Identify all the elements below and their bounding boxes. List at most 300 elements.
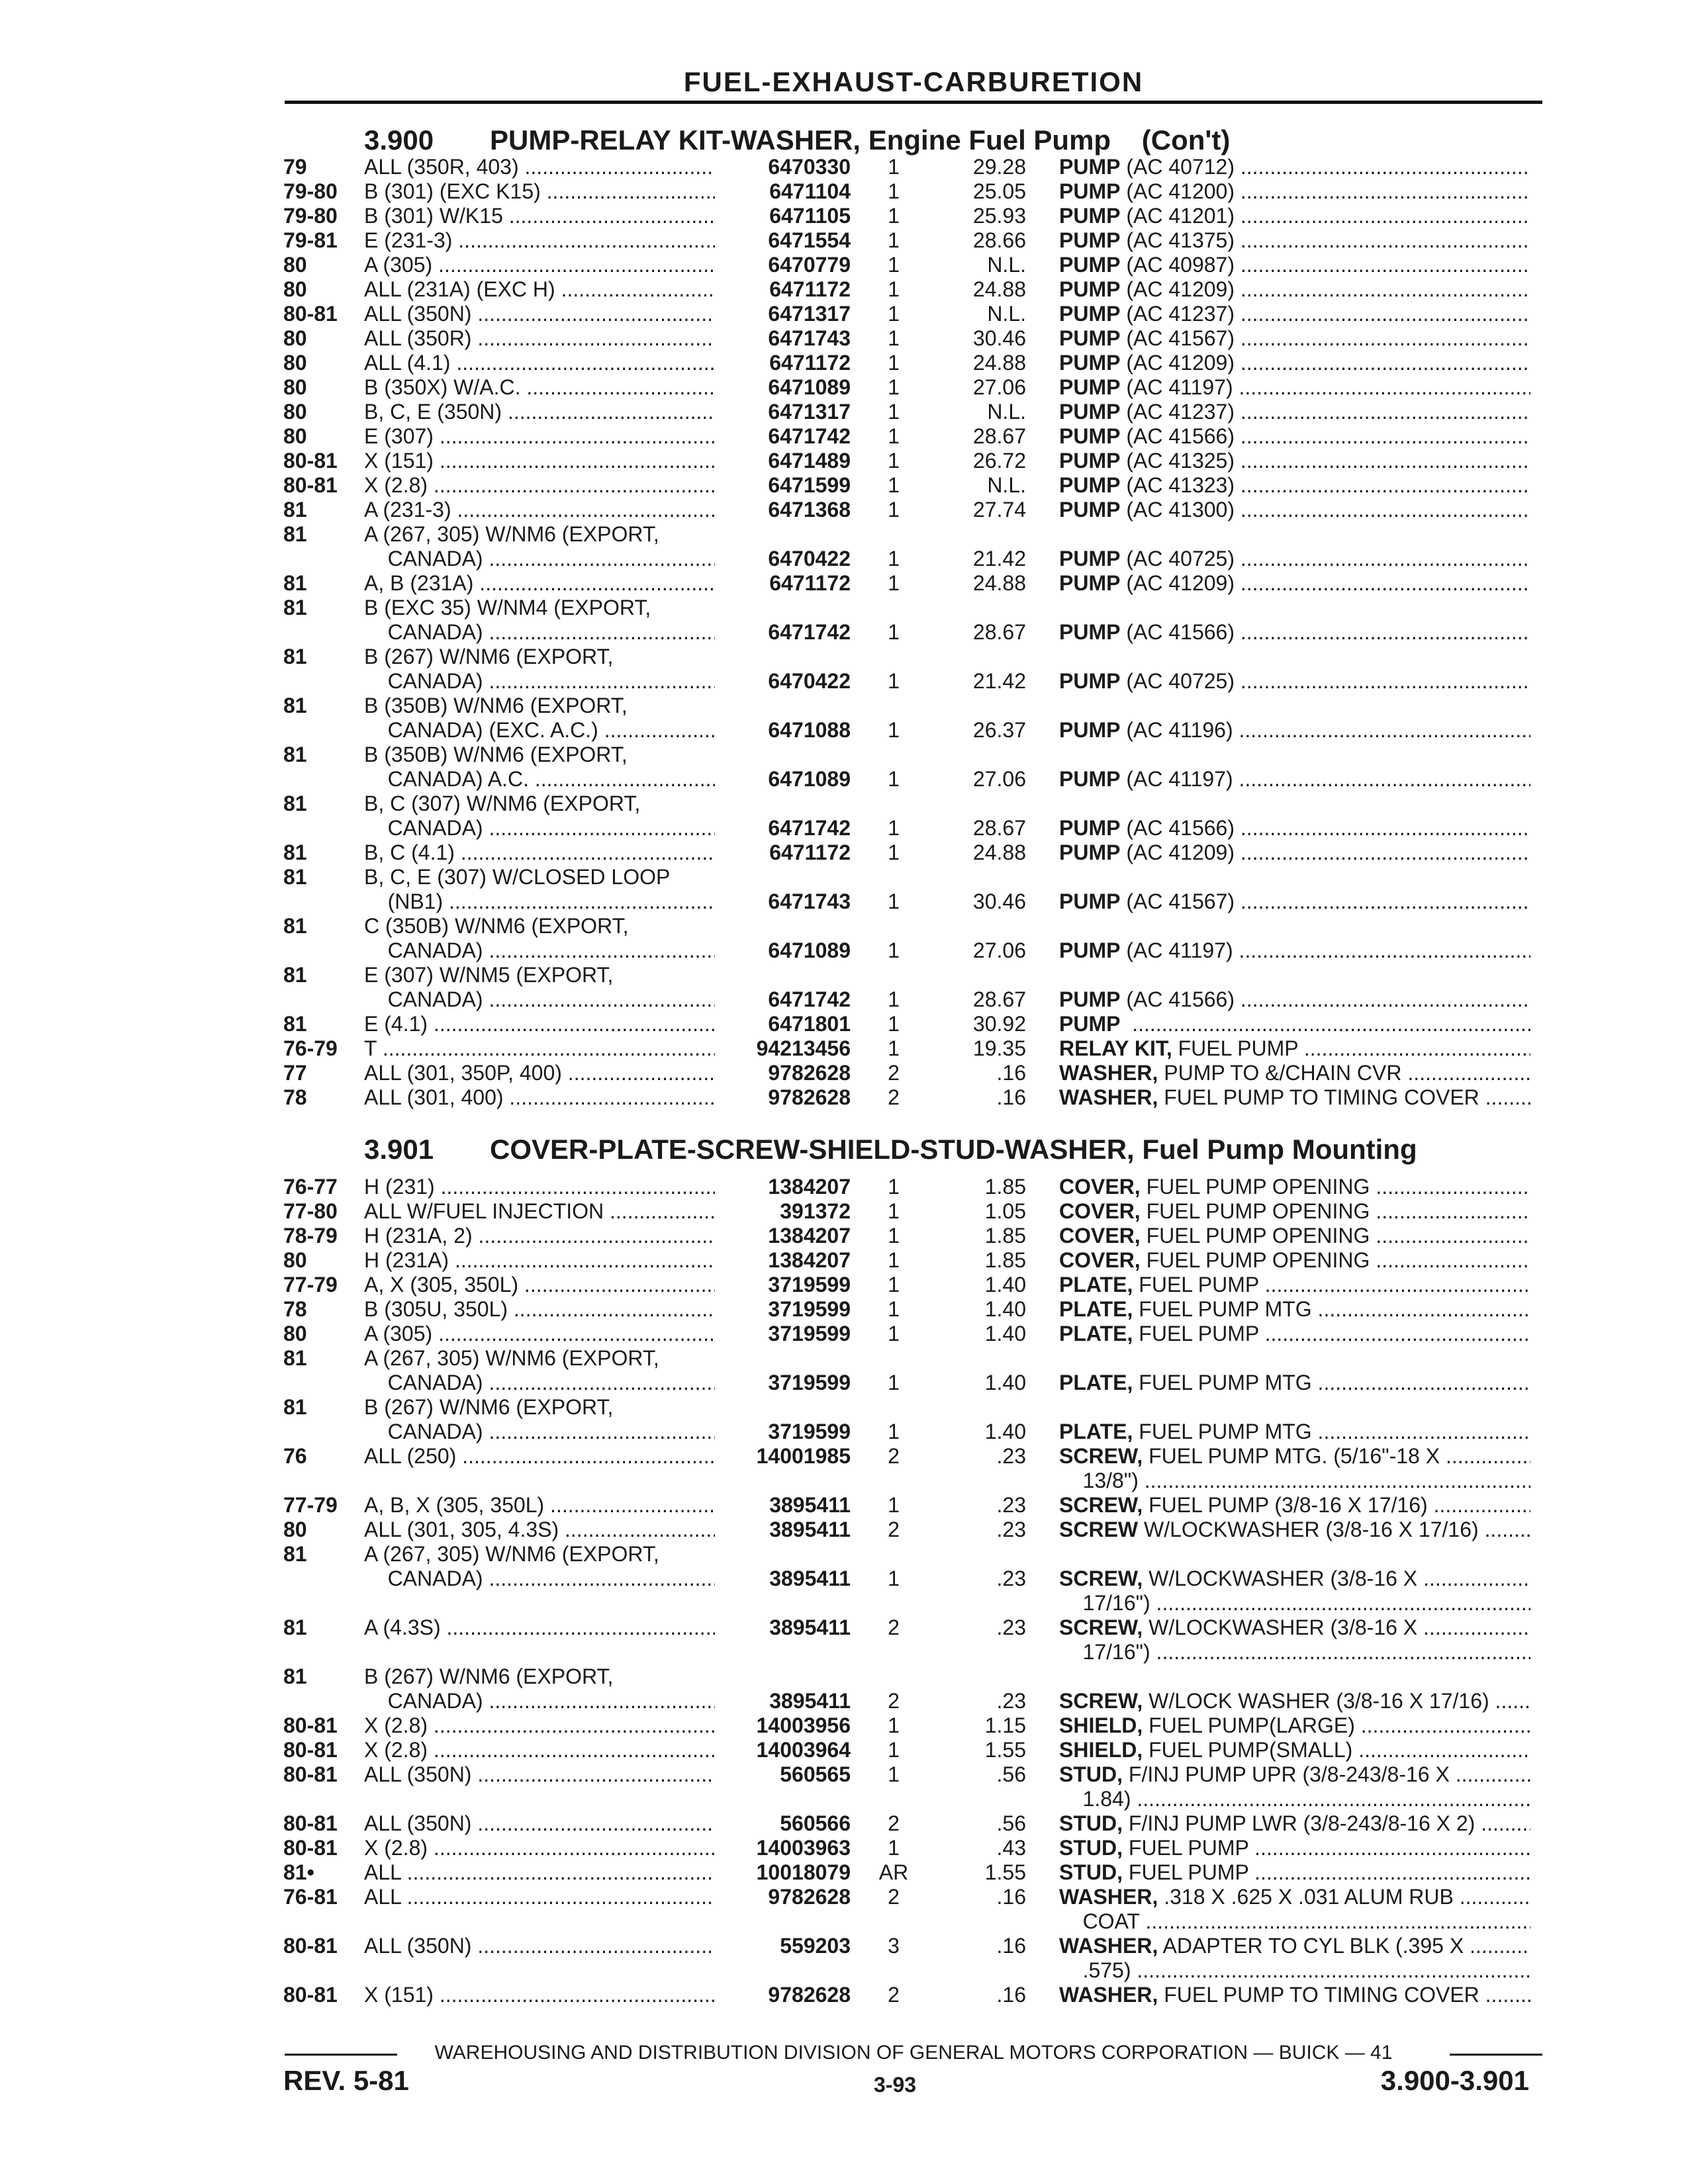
description-cell [1059,1885,1530,1909]
application-cell: E (231-3) ..... [364,228,715,253]
description-keyword: PUMP [1059,253,1121,277]
year-cell: 80 [283,277,307,301]
year-cell: 79-80 [283,179,338,203]
application-cell: A (4.3S) ..... [364,1615,715,1640]
price-cell: 24.88 [972,351,1026,375]
description-cell [1059,1958,1530,1983]
price-cell: 28.67 [972,987,1026,1011]
price-cell: 1.85 [984,1224,1026,1248]
description-text: FUEL PUMP TO TIMING COVER [1164,1983,1479,2007]
application-cell: B (301) (EXC K15) ..... [364,179,715,204]
part-number-cell: 6470779 [768,253,851,277]
quantity-cell: 1 [888,1175,900,1199]
header-rule [285,101,1542,104]
application-cell: ALL (350N) ..... [364,302,715,326]
quantity-cell: 1 [888,326,900,350]
price-cell: 1.40 [984,1322,1026,1345]
application-cell: ALL (350R) ..... [364,326,715,351]
description-text: (AC 41566) [1126,816,1235,840]
description-cell [1059,1518,1530,1542]
description-text: 17/16") [1064,1640,1150,1664]
quantity-cell: 1 [888,1199,900,1223]
quantity-cell: 1 [888,1420,900,1443]
description-cell [1059,1738,1530,1762]
description-text: FUEL PUMP OPENING [1146,1248,1370,1272]
quantity-cell: 1 [888,938,900,962]
description-cell [1059,1273,1530,1297]
description-keyword: COVER, [1059,1248,1141,1272]
application-cell: ALL ..... [364,1860,715,1885]
description-keyword: COVER, [1059,1175,1141,1199]
description-text: (AC 41197) [1126,375,1233,399]
description-keyword: SCREW, [1059,1615,1143,1639]
description-text: ADAPTER TO CYL BLK (.395 X [1162,1934,1464,1958]
description-keyword: PUMP [1059,326,1121,350]
price-cell: 27.06 [972,767,1026,791]
description-text: W/LOCKWASHER (3/8-16 X [1149,1615,1418,1639]
description-cell [1059,1640,1530,1664]
quantity-cell: 1 [888,228,900,252]
year-cell: 80 [283,375,307,399]
description-cell [1059,1420,1530,1444]
description-keyword: PUMP [1059,889,1121,913]
description-text: (AC 41567) [1126,326,1235,350]
part-number-cell: 6471088 [768,718,851,742]
quantity-cell: 1 [888,277,900,301]
description-cell [1059,1836,1530,1860]
quantity-cell: 2 [888,1615,900,1639]
year-cell: 80-81 [283,1762,338,1786]
application-cell: B (EXC 35) W/NM4 (EXPORT, [364,596,651,619]
description-keyword: PUMP [1059,473,1121,497]
application-cell: H (231A, 2) ..... [364,1224,715,1248]
description-cell [1059,620,1530,645]
price-cell: 28.66 [972,228,1026,252]
part-number-cell: 6471089 [768,767,851,791]
application-cell: C (350B) W/NM6 (EXPORT, [364,914,629,938]
year-cell: 80 [283,1518,307,1541]
quantity-cell: 1 [888,987,900,1011]
year-cell: 81 [283,694,307,717]
description-cell [1059,1297,1530,1322]
description-text: FUEL PUMP (3/8-16 X 17/16) [1149,1493,1428,1517]
description-keyword: WASHER, [1059,1983,1158,2007]
part-number-cell: 6471172 [769,841,851,864]
description-text: 17/16") [1064,1591,1150,1615]
application-cell: ALL (301, 350P, 400) ..... [364,1061,715,1085]
part-number-cell: 3895411 [769,1518,851,1541]
description-keyword: PUMP [1059,767,1121,791]
application-cell: CANADA) A.C. ..... [364,767,715,792]
description-keyword: PUMP [1059,718,1121,742]
description-keyword: RELAY KIT, [1059,1036,1172,1060]
application-cell: A, B (231A) ..... [364,571,715,596]
description-keyword: COVER, [1059,1224,1141,1248]
description-cell [1059,1811,1530,1836]
year-cell: 77-79 [283,1493,338,1517]
description-text: (AC 41567) [1126,889,1235,913]
description-text: (AC 41209) [1126,277,1235,301]
part-number-cell: 1384207 [768,1224,851,1248]
application-cell: A (231-3) ..... [364,498,715,522]
description-keyword: PUMP [1059,620,1121,644]
description-keyword: PUMP [1059,449,1121,473]
application-cell: H (231A) ..... [364,1248,715,1273]
application-cell: H (231) ..... [364,1175,715,1199]
quantity-cell: 1 [888,571,900,595]
description-cell [1059,596,1530,620]
description-text: (AC 41237) [1126,302,1235,326]
year-cell: 77 [283,1061,307,1085]
description-keyword: PUMP [1059,571,1121,595]
part-number-cell: 6471089 [768,375,851,399]
year-cell: 81 [283,865,307,889]
description-cell [1059,1934,1530,1958]
description-cell [1059,473,1530,498]
quantity-cell: 2 [888,1885,900,1909]
description-keyword: STUD, [1059,1836,1123,1860]
application-cell: ALL (350N) ..... [364,1934,715,1958]
part-number-cell: 391372 [780,1199,851,1223]
description-keyword: PUMP [1059,204,1121,228]
quantity-cell: 2 [888,1983,900,2007]
quantity-cell: 1 [888,620,900,644]
description-text: COAT [1064,1909,1140,1933]
quantity-cell: 3 [888,1934,900,1958]
price-cell: 1.40 [984,1273,1026,1297]
description-text: (AC 40725) [1126,547,1235,570]
part-number-cell: 6471172 [769,571,851,595]
description-cell [1059,498,1530,522]
description-cell [1059,204,1530,228]
part-number-cell: 6471489 [768,449,851,473]
description-cell [1059,767,1530,792]
quantity-cell: 1 [888,1248,900,1272]
description-text: F/INJ PUMP LWR (3/8-243/8-16 X 2) [1128,1811,1476,1835]
application-cell: ALL (350R, 403) ..... [364,155,715,179]
quantity-cell: 1 [888,1322,900,1345]
application-cell: X (2.8) ..... [364,473,715,498]
description-text: 13/8") [1064,1469,1139,1492]
description-text: (AC 41325) [1126,449,1235,473]
application-cell: ALL (301, 400) ..... [364,1085,715,1110]
year-cell: 81 [283,1542,307,1566]
description-text: FUEL PUMP [1139,1322,1259,1345]
description-cell [1059,547,1530,571]
application-cell: A, B, X (305, 350L) ..... [364,1493,715,1518]
description-cell [1059,1036,1530,1061]
price-cell: 24.88 [972,277,1026,301]
quantity-cell: 1 [888,253,900,277]
application-cell: ALL (231A) (EXC H) ..... [364,277,715,302]
description-text: (AC 41323) [1126,473,1235,497]
application-cell: X (2.8) ..... [364,1738,715,1762]
year-cell: 80-81 [283,1983,338,2007]
price-cell: 1.05 [984,1199,1026,1223]
application-cell: CANADA) ..... [364,669,715,694]
description-cell [1059,1493,1530,1518]
price-cell: .56 [996,1762,1026,1786]
application-cell: ALL (4.1) ..... [364,351,715,375]
description-cell [1059,963,1530,987]
description-text: FUEL PUMP OPENING [1146,1199,1370,1223]
application-cell: CANADA) ..... [364,987,715,1012]
quantity-cell: 1 [888,816,900,840]
description-text: FUEL PUMP TO TIMING COVER [1164,1085,1479,1109]
description-text: (AC 41197) [1126,938,1233,962]
part-number-cell: 560566 [780,1811,851,1835]
description-keyword: WASHER, [1059,1885,1158,1909]
description-text: FUEL PUMP [1139,1273,1259,1297]
application-cell: ALL (350N) ..... [364,1762,715,1787]
description-text: FUEL PUMP MTG [1139,1420,1312,1443]
price-cell: 24.88 [972,841,1026,864]
year-cell: 80 [283,1248,307,1272]
application-cell: ALL (350N) ..... [364,1811,715,1836]
price-cell: .23 [996,1518,1026,1541]
part-number-cell: 6470330 [768,155,851,179]
description-cell [1059,889,1530,914]
price-cell: 30.92 [972,1012,1026,1036]
description-keyword: PUMP [1059,938,1121,962]
description-text: (AC 41200) [1126,179,1235,203]
part-number-cell: 14001985 [756,1444,851,1468]
application-cell: ALL (301, 305, 4.3S) ..... [364,1518,715,1542]
description-keyword: PUMP [1059,375,1121,399]
description-cell [1059,1012,1530,1036]
description-cell [1059,938,1530,963]
part-number-cell: 6471801 [768,1012,851,1036]
year-cell: 76-81 [283,1885,338,1909]
description-keyword: SCREW, [1059,1493,1143,1517]
description-keyword: PUMP [1059,816,1121,840]
part-number-cell: 14003956 [756,1713,851,1737]
description-keyword: PUMP [1059,1012,1121,1036]
application-cell: X (2.8) ..... [364,1836,715,1860]
price-cell: .16 [996,1885,1026,1909]
description-cell [1059,816,1530,841]
price-cell: 1.15 [984,1713,1026,1737]
description-text: (AC 40987) [1126,253,1235,277]
description-text: (AC 41196) [1126,718,1233,742]
price-cell: 1.55 [984,1860,1026,1884]
description-keyword: PUMP [1059,669,1121,693]
quantity-cell: 1 [888,400,900,424]
quantity-cell: 1 [888,1224,900,1248]
part-number-cell: 6471317 [768,302,851,326]
quantity-cell: 2 [888,1085,900,1109]
description-keyword: PUMP [1059,400,1121,424]
part-number-cell: 6470422 [768,547,851,570]
year-cell: 80-81 [283,302,338,326]
description-keyword: PUMP [1059,987,1121,1011]
part-number-cell: 6471742 [768,620,851,644]
year-cell: 80-81 [283,1836,338,1860]
description-keyword: PUMP [1059,228,1121,252]
description-text: PUMP TO &/CHAIN CVR [1164,1061,1402,1085]
quantity-cell: 2 [888,1689,900,1713]
year-cell: 80-81 [283,1811,338,1835]
application-cell: B, C, E (307) W/CLOSED LOOP [364,865,671,889]
section-range: 3.900-3.901 [1380,2065,1529,2096]
quantity-cell: 1 [888,1493,900,1517]
year-cell: 80 [283,351,307,375]
year-cell: 81 [283,743,307,766]
year-cell: 78-79 [283,1224,338,1248]
description-keyword: WASHER, [1059,1934,1158,1958]
description-text: FUEL PUMP OPENING [1146,1224,1370,1248]
price-cell: 1.40 [984,1371,1026,1394]
quantity-cell: 1 [888,1273,900,1297]
description-cell [1059,1615,1530,1640]
part-number-cell: 6471743 [768,889,851,913]
year-cell: 80 [283,326,307,350]
description-keyword: PLATE, [1059,1273,1133,1297]
footer-division: WAREHOUSING AND DISTRIBUTION DIVISION OF GENERAL MOTORS CORPORATION — BUICK — 41 [285,2042,1542,2064]
price-cell: N.L. [987,473,1026,497]
quantity-cell: 1 [888,1012,900,1036]
description-keyword: SHIELD, [1059,1713,1143,1737]
part-number-cell: 6471368 [768,498,851,522]
year-cell: 81 [283,1346,307,1370]
quantity-cell: 1 [888,1371,900,1394]
description-keyword: PUMP [1059,277,1121,301]
description-cell [1059,326,1530,351]
year-cell: 81 [283,645,307,668]
description-text: FUEL PUMP MTG [1139,1371,1312,1394]
description-cell [1059,522,1530,547]
price-cell: 28.67 [972,620,1026,644]
description-cell [1059,1664,1530,1689]
application-cell: E (4.1) ..... [364,1012,715,1036]
description-keyword: PUMP [1059,498,1121,522]
year-cell: 79-80 [283,204,338,228]
year-cell: 80 [283,1322,307,1345]
description-text: FUEL PUMP(LARGE) [1149,1713,1355,1737]
application-cell: CANADA) ..... [364,816,715,841]
description-keyword: PUMP [1059,155,1121,179]
application-cell: CANADA) ..... [364,1420,715,1444]
year-cell: 81 [283,1664,307,1688]
price-cell: .16 [996,1983,1026,2007]
description-cell [1059,1224,1530,1248]
description-text: FUEL PUMP [1128,1836,1249,1860]
part-number-cell: 9782628 [768,1885,851,1909]
year-cell: 78 [283,1085,307,1109]
price-cell: 30.46 [972,326,1026,350]
price-cell: N.L. [987,302,1026,326]
description-text: (AC 41566) [1126,620,1235,644]
year-cell: 79-81 [283,228,338,252]
price-cell: 19.35 [972,1036,1026,1060]
description-text: (AC 41300) [1126,498,1235,522]
description-cell [1059,1542,1530,1567]
description-cell [1059,1371,1530,1395]
application-cell: B (305U, 350L) ..... [364,1297,715,1322]
description-keyword: PUMP [1059,841,1121,864]
quantity-cell: 2 [888,1811,900,1835]
part-number-cell: 10018079 [756,1860,851,1884]
description-keyword: PUMP [1059,302,1121,326]
description-keyword: WASHER, [1059,1085,1158,1109]
description-cell [1059,1061,1530,1085]
description-cell [1059,1787,1530,1811]
description-text: W/LOCKWASHER (3/8-16 X 17/16) [1144,1518,1479,1541]
application-cell: CANADA) ..... [364,1371,715,1395]
quantity-cell: 2 [888,1518,900,1541]
section-title: COVER-PLATE-SCREW-SHIELD-STUD-WASHER, Fuel Pump Mounting [490,1134,1417,1165]
part-number-cell: 94213456 [756,1036,851,1060]
part-number-cell: 6471105 [769,204,851,228]
description-keyword: STUD, [1059,1860,1123,1884]
year-cell: 77-79 [283,1273,338,1297]
year-cell: 76 [283,1444,307,1468]
year-cell: 81 [283,498,307,522]
price-cell: .23 [996,1493,1026,1517]
description-cell [1059,669,1530,694]
quantity-cell: 1 [888,841,900,864]
quantity-cell: 1 [888,179,900,203]
price-cell: 29.28 [972,155,1026,179]
price-cell: .16 [996,1934,1026,1958]
application-cell: B (301) W/K15 ..... [364,204,715,228]
part-number-cell: 3719599 [768,1420,851,1443]
description-cell [1059,179,1530,204]
description-text: FUEL PUMP OPENING [1146,1175,1370,1199]
description-text: W/LOCKWASHER (3/8-16 X [1149,1567,1418,1590]
quantity-cell: 1 [888,669,900,693]
description-cell [1059,1762,1530,1787]
description-keyword: SCREW, [1059,1444,1143,1468]
year-cell: 81• [283,1860,314,1884]
application-cell: B (350B) W/NM6 (EXPORT, [364,743,628,766]
price-cell: 26.37 [972,718,1026,742]
quantity-cell: 1 [888,1036,900,1060]
year-cell: 78 [283,1297,307,1321]
price-cell: 21.42 [972,669,1026,693]
quantity-cell: 1 [888,351,900,375]
description-cell [1059,1591,1530,1615]
description-text: (AC 41237) [1126,400,1235,424]
part-number-cell: 3719599 [768,1371,851,1394]
description-text: (AC 41566) [1126,987,1235,1011]
description-cell [1059,302,1530,326]
quantity-cell: 1 [888,375,900,399]
description-keyword: PLATE, [1059,1371,1133,1394]
description-cell [1059,1085,1530,1110]
description-cell [1059,449,1530,473]
description-keyword: STUD, [1059,1811,1123,1835]
price-cell: 27.06 [972,938,1026,962]
quantity-cell: 1 [888,155,900,179]
application-cell: A (267, 305) W/NM6 (EXPORT, [364,522,659,546]
description-text: FUEL PUMP [1178,1036,1298,1060]
part-number-cell: 9782628 [768,1983,851,2007]
part-number-cell: 6471742 [768,816,851,840]
description-cell [1059,792,1530,816]
description-text: (AC 41209) [1126,351,1235,375]
application-cell: ALL (250) ..... [364,1444,715,1469]
quantity-cell: AR [878,1860,909,1884]
part-number-cell: 3895411 [769,1689,851,1713]
part-number-cell: 6471743 [768,326,851,350]
section-number: 3.901 [364,1134,434,1165]
price-cell: 28.67 [972,816,1026,840]
part-number-cell: 1384207 [768,1248,851,1272]
description-cell [1059,253,1530,277]
part-number-cell: 14003963 [756,1836,851,1860]
year-cell: 77-80 [283,1199,338,1223]
